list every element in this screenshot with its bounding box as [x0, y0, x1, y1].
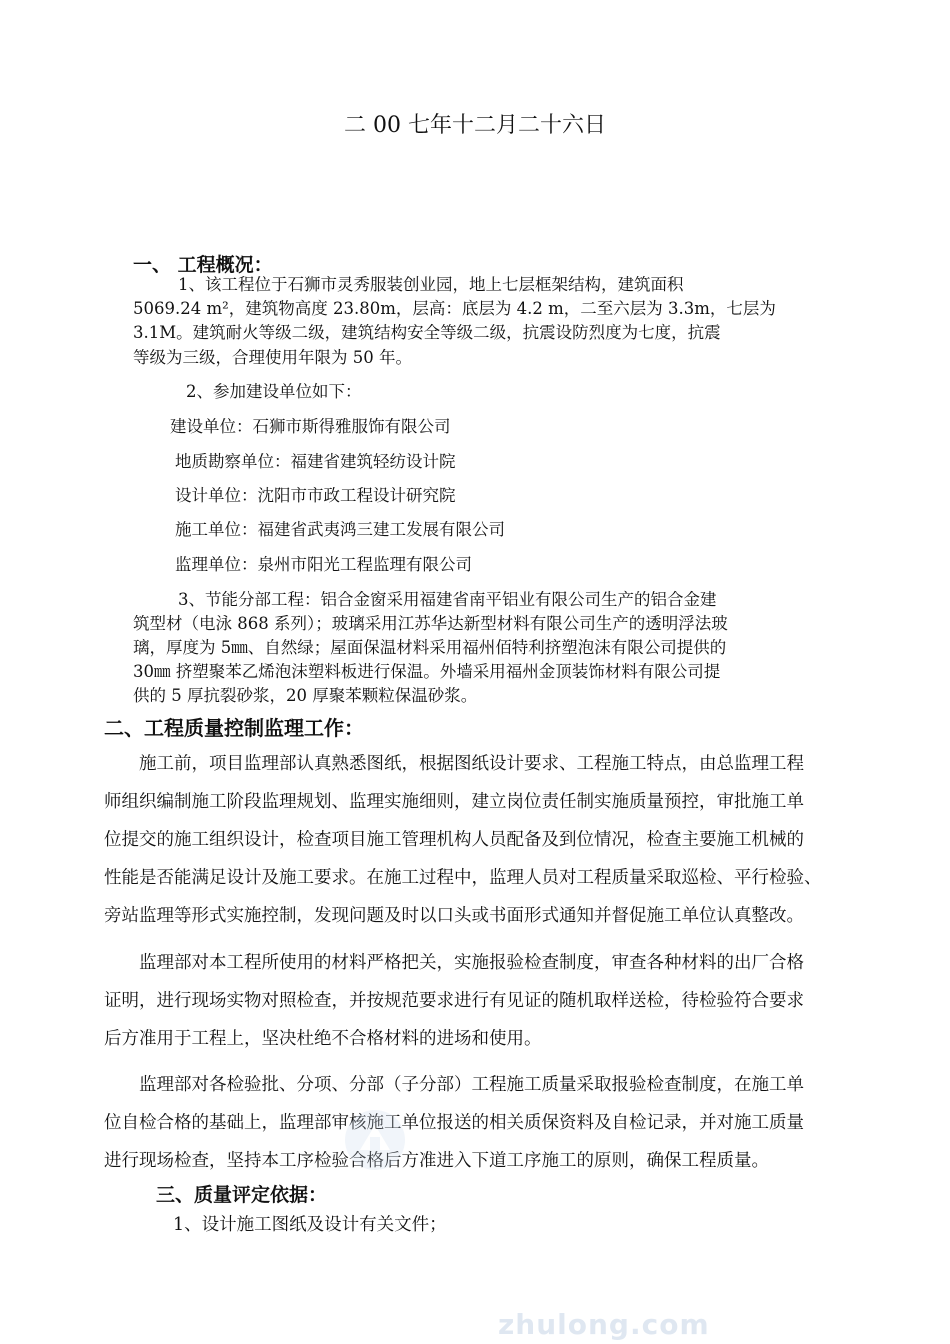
- control-line: 位提交的施工组织设计，检查项目施工管理机构人员配备及到位情况，检查主要施工机械的: [104, 830, 804, 850]
- unit-line: 建设单位：石狮市斯得雅服饰有限公司: [170, 417, 451, 436]
- inspection-line: 监理部对各检验批、分项、分部（子分部）工程施工质量采取报验检查制度，在施工单: [139, 1075, 804, 1095]
- basis-item: 1、设计施工图纸及设计有关文件；: [173, 1215, 447, 1235]
- energy-line: 3、节能分部工程：铝合金窗采用福建省南平铝业有限公司生产的铝合金建: [178, 590, 717, 609]
- unit-line: 设计单位：沈阳市市政工程设计研究院: [175, 486, 456, 505]
- unit-line: 地质勘察单位：福建省建筑轻纺设计院: [175, 452, 456, 471]
- section2-title: 二、工程质量控制监理工作：: [104, 716, 364, 740]
- watermark: zhulong.com: [498, 1308, 710, 1341]
- units-intro: 2、参加建设单位如下：: [186, 382, 362, 401]
- energy-line: 供的 5 厚抗裂砂浆，20 厚聚苯颗粒保温砂浆。: [133, 686, 478, 705]
- material-line: 监理部对本工程所使用的材料严格把关，实施报验检查制度，审查各种材料的出厂合格: [139, 953, 804, 973]
- control-line: 旁站监理等形式实施控制，发现问题及时以口头或书面形式通知并督促施工单位认真整改。: [104, 906, 804, 926]
- control-line: 师组织编制施工阶段监理规划、监理实施细则，建立岗位责任制实施质量预控，审批施工单: [104, 792, 804, 812]
- section1-title: 一、 工程概况：: [133, 254, 273, 276]
- control-line: 施工前，项目监理部认真熟悉图纸，根据图纸设计要求、工程施工特点，由总监理工程: [139, 754, 804, 774]
- section3-title: 三、质量评定依据：: [156, 1184, 328, 1206]
- inspection-line: 进行现场检查，坚持本工序检验合格后方准进入下道工序施工的原则，确保工程质量。: [104, 1151, 769, 1171]
- unit-line: 监理单位：泉州市阳光工程监理有限公司: [175, 555, 472, 574]
- overview-line: 5069.24 m²，建筑物高度 23.80m，层高：底层为 4.2 m，二至六层为 3.3m，七层为: [133, 299, 776, 318]
- watermark-logo-icon: [340, 1105, 410, 1175]
- overview-line: 1、该工程位于石狮市灵秀服装创业园，地上七层框架结构，建筑面积: [178, 275, 684, 294]
- control-line: 性能是否能满足设计及施工要求。在施工过程中，监理人员对工程质量采取巡检、平行检验、: [104, 868, 822, 888]
- overview-line: 3.1M。建筑耐火等级二级，建筑结构安全等级二级，抗震设防烈度为七度，抗震: [133, 323, 721, 342]
- overview-line: 等级为三级，合理使用年限为 50 年。: [133, 348, 412, 367]
- material-line: 后方准用于工程上，坚决杜绝不合格材料的进场和使用。: [104, 1029, 542, 1049]
- energy-line: 30㎜ 挤塑聚苯乙烯泡沫塑料板进行保温。外墙采用福州金顶装饰材料有限公司提: [133, 662, 721, 681]
- energy-line: 筑型材（电泳 868 系列）；玻璃采用江苏华达新型材料有限公司生产的透明浮法玻: [133, 614, 728, 633]
- unit-line: 施工单位：福建省武夷鸿三建工发展有限公司: [175, 520, 505, 539]
- document-date: 二 00 七年十二月二十六日: [344, 113, 606, 138]
- energy-line: 璃，厚度为 5㎜、自然绿；屋面保温材料采用福州佰特利挤塑泡沫有限公司提供的: [133, 638, 727, 657]
- material-line: 证明，进行现场实物对照检查，并按规范要求进行有见证的随机取样送检，待检验符合要求: [104, 991, 804, 1011]
- inspection-line: 位自检合格的基础上，监理部审核施工单位报送的相关质保资料及自检记录，并对施工质量: [104, 1113, 804, 1133]
